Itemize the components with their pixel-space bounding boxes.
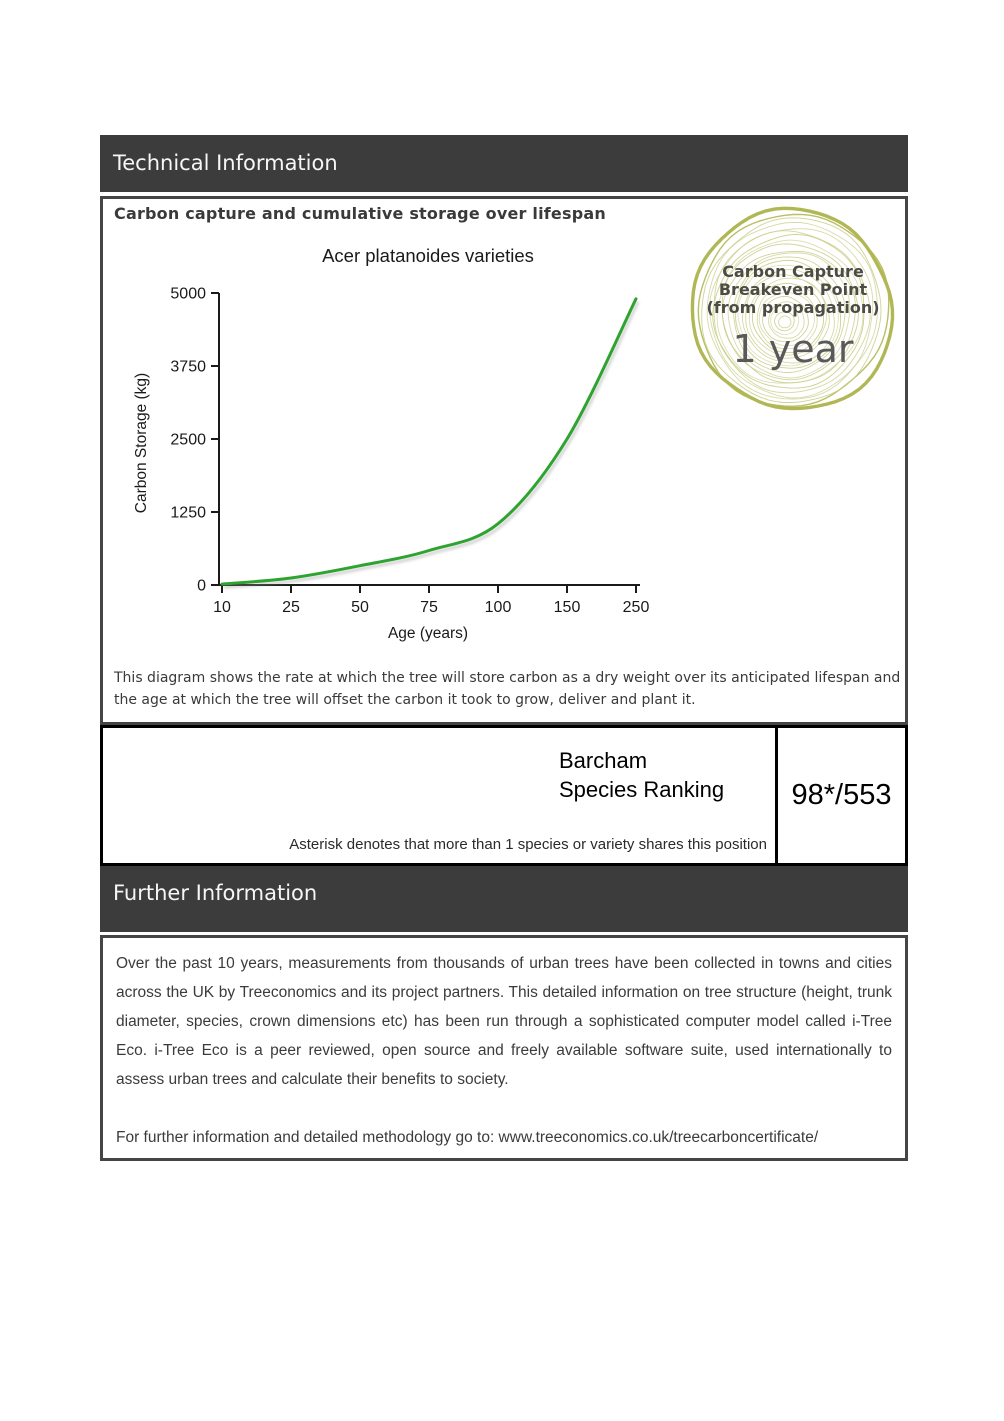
svg-text:250: 250	[622, 599, 650, 616]
svg-text:0: 0	[197, 577, 206, 595]
svg-text:2500: 2500	[170, 431, 206, 449]
further-information-header	[100, 866, 908, 932]
badge-line-1: Carbon Capture	[722, 262, 864, 281]
svg-text:5000: 5000	[170, 285, 206, 303]
carbon-capture-section	[100, 196, 908, 725]
svg-text:1250: 1250	[170, 504, 206, 522]
technical-information-header	[100, 135, 908, 192]
svg-text:75: 75	[420, 599, 438, 616]
further-information-section	[100, 935, 908, 1161]
carbon-storage-chart	[110, 240, 670, 650]
svg-text:3750: 3750	[170, 358, 206, 376]
asterisk-footnote: Asterisk denotes that more than 1 species or variety shares this position	[289, 836, 767, 853]
species-ranking-title	[559, 746, 724, 804]
breakeven-badge	[687, 203, 899, 415]
species-ranking-section	[100, 725, 908, 866]
breakeven-value: 1 year	[732, 327, 854, 371]
methodology-link-line: For further information and detailed methodology go to: www.treeconomics.co.uk/treecarboncertificate/	[116, 1129, 819, 1146]
section-title: Carbon capture and cumulative storage over lifespan	[114, 204, 606, 223]
svg-text:10: 10	[213, 599, 231, 616]
svg-text:50: 50	[351, 599, 369, 616]
svg-text:150: 150	[553, 599, 581, 616]
species-ranking-value-cell	[775, 728, 905, 863]
svg-text:100: 100	[484, 599, 512, 616]
species-ranking-value: 98*/553	[791, 779, 892, 811]
svg-text:Carbon Storage (kg): Carbon Storage (kg)	[133, 372, 150, 514]
further-information-title: Further Information	[113, 881, 318, 905]
further-information-paragraph: Over the past 10 years, measurements from thousands of urban trees have been collected in towns and cities across the UK by Treeconomics and its project partners. This detailed information on tree structure (height, trunk diameter, species, crown dimensions etc) has been run through a sophisticated computer model called i-Tree Eco. i-Tree Eco is a peer reviewed, open source and freely available software suite, used internationally to assess urban trees and calculate their benefits to society.	[116, 955, 892, 1088]
svg-text:Acer platanoides varieties: Acer platanoides varieties	[322, 245, 534, 266]
technical-information-title: Technical Information	[113, 151, 338, 175]
svg-text:Age (years): Age (years)	[387, 625, 469, 642]
badge-line-2: Breakeven Point	[718, 280, 868, 299]
badge-line-3: (from propagation)	[706, 298, 880, 317]
species-ranking-left	[103, 728, 775, 863]
svg-text:25: 25	[282, 599, 300, 616]
ranking-label: Species Ranking	[559, 777, 725, 802]
breakeven-badge-title	[687, 263, 899, 317]
ranking-org: Barcham	[559, 748, 648, 773]
chart-description: This diagram shows the rate at which the tree will store carbon as a dry weight over its anticipated lifespan and the age at which the tree will offset the carbon it took to grow, deliver and plant it.	[114, 670, 901, 708]
